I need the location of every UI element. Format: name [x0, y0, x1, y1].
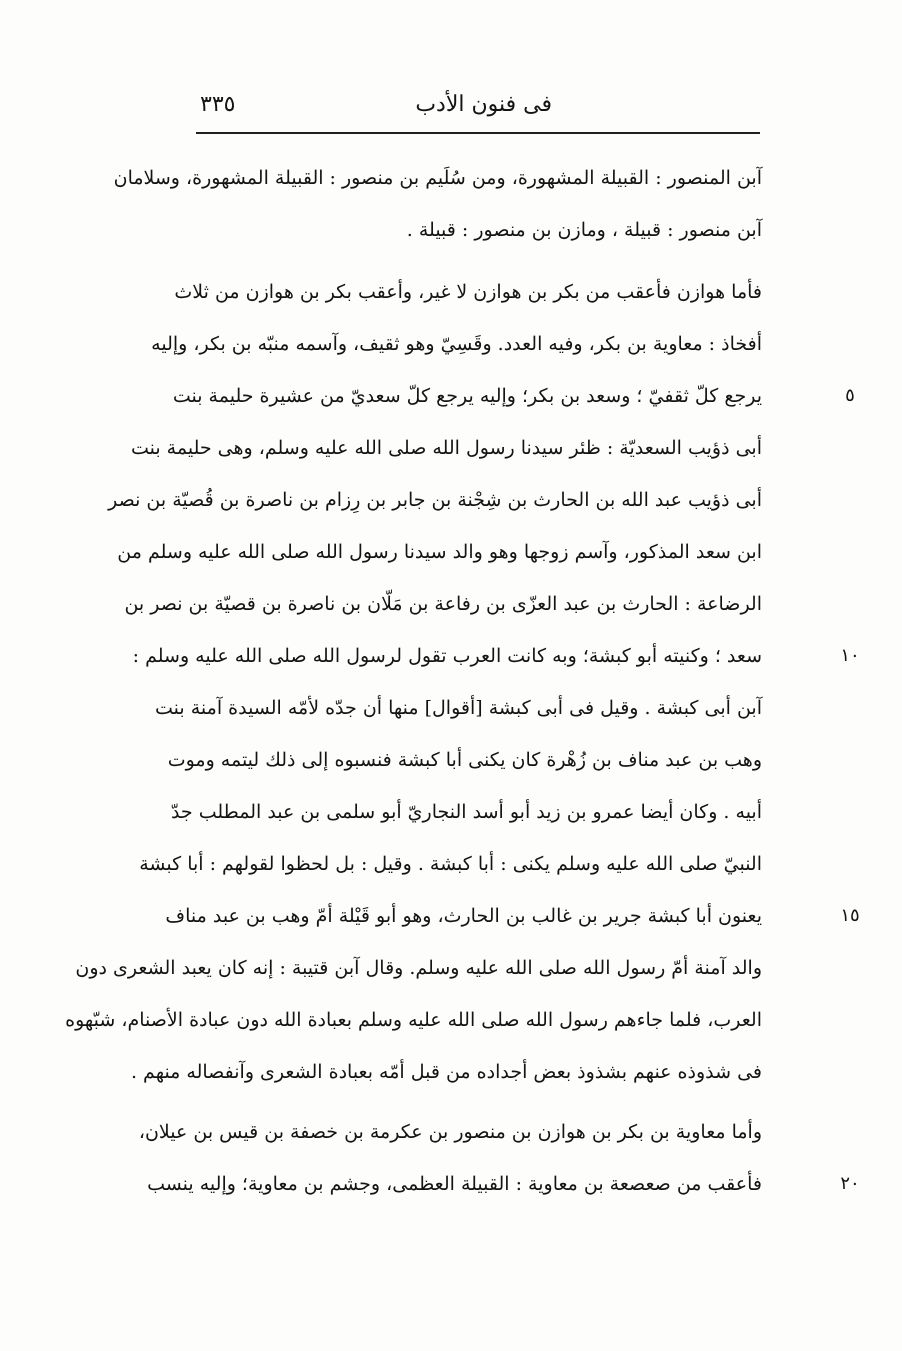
text-line: فأما هوازن فأعقب من بكر بن هوازن لا غير، وأعقب بكر بن هوازن من ثلاث: [174, 281, 762, 303]
text-line: ابن سعد المذكور، وآسم زوجها وهو والد سيدنا رسول الله صلى الله عليه وسلم من: [117, 541, 762, 563]
text-line: الرضاعة : الحارث بن عبد العزّى بن رفاعة بن مَلّان بن ناصرة بن قصيّة بن نصر بن: [124, 593, 762, 615]
text-line: فأعقب من صعصعة بن معاوية : القبيلة العظمى، وجشم بن معاوية؛ وإليه ينسب: [147, 1173, 762, 1195]
margin-line-number: ١٠: [840, 645, 860, 666]
text-line: آبن منصور : قبيلة ، ومازن بن منصور : قبيلة .: [406, 219, 762, 241]
text-line: والد آمنة أمّ رسول الله صلى الله عليه وسلم. وقال آبن قتيبة : إنه كان يعبد الشعرى دون: [75, 957, 762, 979]
running-title: فى فنون الأدب: [415, 92, 552, 117]
text-line: آبن أبى كبشة . وقيل فى أبى كبشة [أقوال] منها أن جدّه لأمّه السيدة آمنة بنت: [155, 697, 762, 719]
text-line: سعد ؛ وكنيته أبو كبشة؛ وبه كانت العرب تقول لرسول الله صلى الله عليه وسلم :: [132, 645, 762, 667]
text-line: يعنون أبا كبشة جرير بن غالب بن الحارث، وهو أبو قَيْلة أمّ وهب بن عبد مناف: [165, 905, 762, 927]
page-number: ٣٣٥: [200, 92, 236, 117]
text-line: وأما معاوية بن بكر بن هوازن بن منصور بن عكرمة بن خصفة بن قيس بن عيلان،: [138, 1121, 762, 1143]
margin-line-number: ٢٠: [840, 1173, 860, 1194]
header-divider: [196, 132, 760, 134]
text-line: النبيّ صلى الله عليه وسلم يكنى : أبا كبشة . وقيل : بل لحظوا لقولهم : أبا كبشة: [139, 853, 762, 875]
running-header: [200, 88, 760, 132]
text-line: العرب، فلما جاءهم رسول الله صلى الله عليه وسلم بعبادة الله دون عبادة الأصنام، شبّهوه: [65, 1009, 762, 1031]
text-line: أبى ذؤيب عبد الله بن الحارث بن شِجْنة بن جابر بن رِزام بن ناصرة بن قُصيّة بن نصر: [108, 489, 762, 511]
text-line: آبن المنصور : القبيلة المشهورة، ومن سُلَيم بن منصور : القبيلة المشهورة، وسلامان: [113, 167, 762, 189]
text-line: فى شذوذه عنهم بشذوذ بعض أجداده من قبل أمّه بعبادة الشعرى وآنفصاله منهم .: [130, 1061, 762, 1083]
text-line: وهب بن عبد مناف بن زُهْرة كان يكنى أبا كبشة فنسبوه إلى ذلك ليتمه وموت: [167, 749, 762, 771]
text-line: يرجع كلّ ثقفيّ ؛ وسعد بن بكر؛ وإليه يرجع كلّ سعديّ من عشيرة حليمة بنت: [172, 385, 762, 407]
text-line: أبيه . وكان أيضا عمرو بن زيد أبو أسد النجاريّ أبو سلمى بن عبد المطلب جدّ: [170, 801, 762, 823]
text-line: أبى ذؤيب السعديّة : ظئر سيدنا رسول الله صلى الله عليه وسلم، وهى حليمة بنت: [130, 437, 762, 459]
text-line: أفخاذ : معاوية بن بكر، وفيه العدد. وقَسِيّ وهو ثقيف، وآسمه منبّه بن بكر، وإليه: [151, 333, 762, 355]
margin-line-number: ١٥: [840, 905, 860, 926]
margin-line-number: ٥: [845, 385, 855, 406]
